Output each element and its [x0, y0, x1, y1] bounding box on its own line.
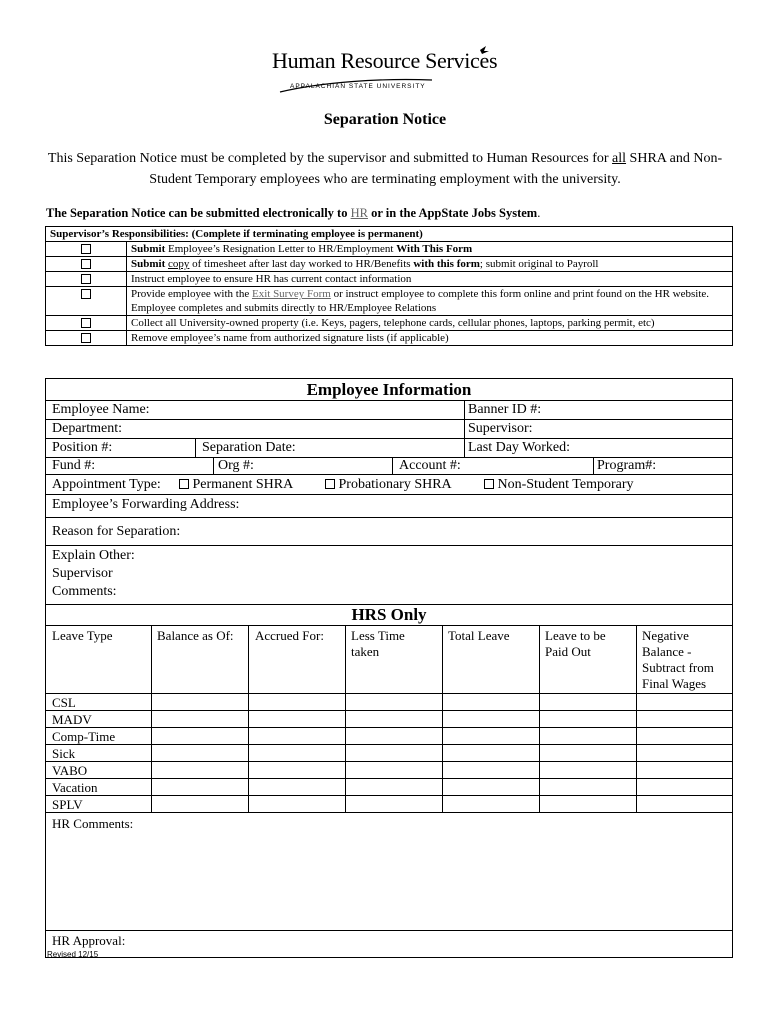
hrs-column-headers [46, 628, 732, 698]
intro-underlined: all [612, 151, 627, 166]
checkbox[interactable] [81, 333, 91, 343]
table-row [46, 257, 733, 272]
checkbox[interactable] [81, 274, 91, 284]
col-negative-1: Negative [642, 628, 689, 643]
supervisor-comments-label-2[interactable]: Comments: [52, 584, 117, 599]
checkbox[interactable] [81, 318, 91, 328]
col-leave-type: Leave Type [52, 628, 113, 643]
responsibility-text: Remove employee’s name from authorized signature lists (if applicable) [127, 331, 733, 346]
submit-text-end: . [537, 206, 541, 220]
supervisor-comments-label-1: Supervisor [52, 566, 113, 581]
col-less-time-2: taken [351, 644, 380, 659]
leave-rows [46, 695, 732, 815]
employee-name-field[interactable]: Employee Name: [52, 402, 150, 417]
appt-probationary-shra[interactable]: Probationary SHRA [325, 476, 452, 494]
appt-permanent-shra[interactable]: Permanent SHRA [179, 476, 293, 494]
hr-link[interactable]: HR [350, 206, 368, 220]
checkbox[interactable] [325, 479, 335, 489]
intro-text-1: This Separation Notice must be completed by the supervisor and submitted to Human Resources for [47, 151, 613, 166]
responsibility-text: Provide employee with the Exit Survey Form or instruct employee to complete this form online and print found on the HR website. Employee completes and submits directly to HR/Employee Relations [127, 287, 733, 316]
responsibilities-header: Supervisor’s Responsibilities: (Complete if terminating employee is permanent) [46, 227, 733, 242]
intro-text-2: SHRA and Non-Student Temporary employees who are terminating employment with the university. [149, 151, 723, 187]
appointment-type-label: Appointment Type: [52, 477, 161, 492]
responsibilities-table [45, 226, 733, 346]
supervisor-field[interactable]: Supervisor: [468, 421, 533, 436]
col-total-leave: Total Leave [448, 628, 510, 643]
checkbox[interactable] [81, 244, 91, 254]
responsibility-text: Submit copy of timesheet after last day worked to HR/Benefits with this form; submit original to Payroll [127, 257, 733, 272]
program-field[interactable]: Program#: [597, 458, 657, 473]
col-negative-4: Final Wages [642, 676, 707, 691]
list-item: Vacation [52, 780, 98, 795]
fund-field[interactable]: Fund #: [52, 458, 96, 473]
reason-for-separation-field[interactable]: Reason for Separation: [52, 524, 181, 539]
logo-subtitle: APPALACHIAN STATE UNIVERSITY [290, 83, 426, 90]
list-item: Sick [52, 746, 76, 761]
hrs-logo [262, 44, 507, 96]
hr-comments-field[interactable]: HR Comments: [52, 816, 134, 831]
table-row [46, 287, 733, 316]
intro-paragraph [40, 148, 730, 190]
table-row [46, 272, 733, 287]
checkbox[interactable] [484, 479, 494, 489]
table-row [46, 316, 733, 331]
employee-information-title: Employee Information [306, 380, 472, 399]
col-leave-paid-1: Leave to be [545, 628, 606, 643]
account-field[interactable]: Account #: [399, 458, 461, 473]
hrs-only-title: HRS Only [351, 605, 427, 624]
table-row [46, 242, 733, 257]
col-negative-2: Balance - [642, 644, 692, 659]
separation-date-field[interactable]: Separation Date: [202, 440, 296, 455]
checkbox[interactable] [81, 259, 91, 269]
page-title: Separation Notice [323, 111, 447, 128]
submit-instructions [46, 206, 540, 221]
col-balance-as-of: Balance as Of: [157, 628, 234, 643]
list-item: Comp-Time [52, 729, 116, 744]
explain-other-field[interactable]: Explain Other: [52, 548, 135, 563]
responsibility-text: Collect all University-owned property (i.e. Keys, pagers, telephone cards, cellular phones, laptops, parking permit, etc) [127, 316, 733, 331]
col-leave-paid-2: Paid Out [545, 644, 591, 659]
col-less-time-1: Less Time [351, 628, 405, 643]
exit-survey-link[interactable]: Exit Survey Form [251, 288, 331, 300]
checkbox[interactable] [81, 289, 91, 299]
responsibility-text: Instruct employee to ensure HR has current contact information [127, 272, 733, 287]
position-field[interactable]: Position #: [52, 440, 113, 455]
col-accrued-for: Accrued For: [255, 628, 324, 643]
list-item: SPLV [52, 797, 83, 812]
appt-non-student-temporary[interactable]: Non-Student Temporary [484, 476, 634, 494]
forwarding-address-field[interactable]: Employee’s Forwarding Address: [52, 497, 240, 512]
banner-id-field[interactable]: Banner ID #: [468, 402, 542, 417]
submit-text-2: or in the AppState Jobs System [367, 206, 538, 220]
list-item: CSL [52, 695, 76, 710]
org-field[interactable]: Org #: [218, 458, 254, 473]
last-day-worked-field[interactable]: Last Day Worked: [468, 440, 571, 455]
responsibility-text: Submit Employee’s Resignation Letter to HR/Employment With This Form [127, 242, 733, 257]
list-item: MADV [52, 712, 92, 727]
hr-approval-field[interactable]: HR Approval: [52, 933, 126, 948]
submit-text-1: The Separation Notice can be submitted electronically to [46, 206, 351, 220]
list-item: VABO [52, 763, 88, 778]
table-row [46, 331, 733, 346]
col-negative-3: Subtract from [642, 660, 714, 675]
checkbox[interactable] [179, 479, 189, 489]
logo-title: Human Resource Services [272, 48, 498, 73]
employee-information-section [45, 378, 733, 958]
department-field[interactable]: Department: [52, 421, 122, 436]
revision-footer: Revised 12/15 [47, 950, 99, 959]
